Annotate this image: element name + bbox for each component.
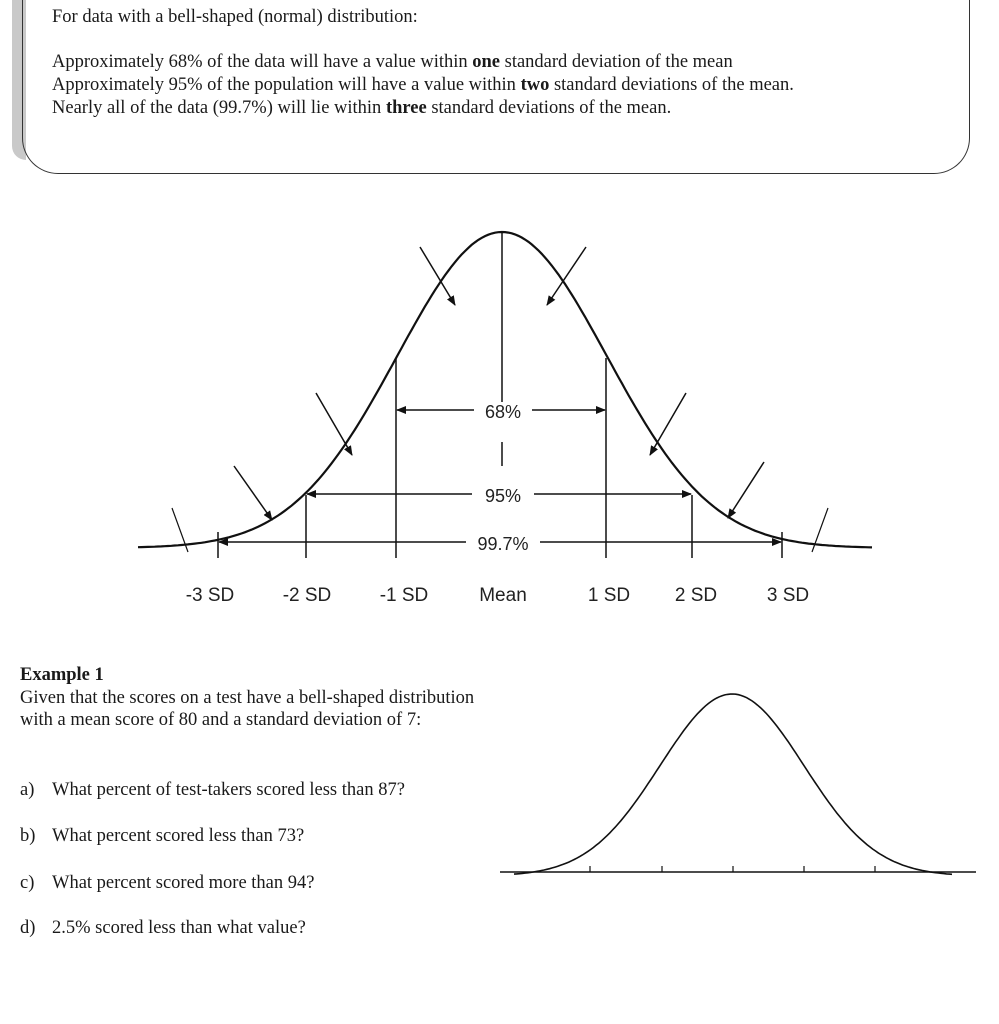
pointer-mid-right	[650, 393, 686, 455]
rule-95-pre: Approximately 95% of the population will have a value within	[52, 75, 521, 95]
rule-68-bold: one	[472, 52, 500, 72]
rule-68-pre: Approximately 68% of the data will have a value within	[52, 52, 473, 72]
question-b-text: What percent scored less than 73?	[52, 826, 305, 846]
label-pos2-sd: 2 SD	[674, 585, 718, 606]
label-neg3-sd: -3 SD	[185, 585, 235, 606]
rule-68-post: standard deviation of the mean	[500, 52, 733, 72]
rule-997-bold: three	[385, 98, 427, 118]
rule-95-post: standard deviations of the mean.	[549, 75, 794, 95]
pointer-mid-left	[316, 393, 352, 455]
question-b	[20, 826, 304, 847]
label-95: 95%	[484, 486, 522, 506]
example-description: Given that the scores on a test have a bell-shaped distribution with a mean score of 80 and a standard deviation of 7:	[20, 687, 475, 730]
question-d	[20, 918, 306, 939]
example-title: Example 1	[20, 665, 104, 685]
blank-bell-diagram	[500, 680, 980, 900]
question-a-text: What percent of test-takers scored less than 87?	[52, 780, 405, 800]
question-a-letter: a)	[20, 780, 35, 800]
label-mean: Mean	[479, 585, 527, 606]
label-neg1-sd: -1 SD	[379, 585, 429, 606]
question-c	[20, 873, 314, 894]
example-section	[20, 664, 480, 732]
rule-997-pre: Nearly all of the data (99.7%) will lie within	[52, 98, 386, 118]
label-neg2-sd: -2 SD	[282, 585, 332, 606]
label-pos1-sd: 1 SD	[587, 585, 631, 606]
blank-bell-curve	[514, 694, 952, 874]
pointer-low-right	[728, 462, 764, 518]
question-c-letter: c)	[20, 873, 35, 893]
label-pos3-sd: 3 SD	[766, 585, 810, 606]
pointer-low-left	[234, 466, 272, 520]
label-997: 99.7%	[477, 534, 529, 554]
question-d-letter: d)	[20, 918, 36, 938]
question-a	[20, 780, 405, 801]
pointer-top-left	[420, 247, 455, 305]
question-d-text: 2.5% scored less than what value?	[52, 918, 306, 938]
rule-997-post: standard deviations of the mean.	[426, 98, 672, 118]
label-68: 68%	[484, 402, 522, 422]
rule-95-bold: two	[520, 75, 550, 95]
question-b-letter: b)	[20, 826, 36, 846]
intro-heading: For data with a bell-shaped (normal) distribution:	[52, 7, 418, 27]
pointer-top-right	[547, 247, 586, 305]
question-c-text: What percent scored more than 94?	[52, 873, 315, 893]
